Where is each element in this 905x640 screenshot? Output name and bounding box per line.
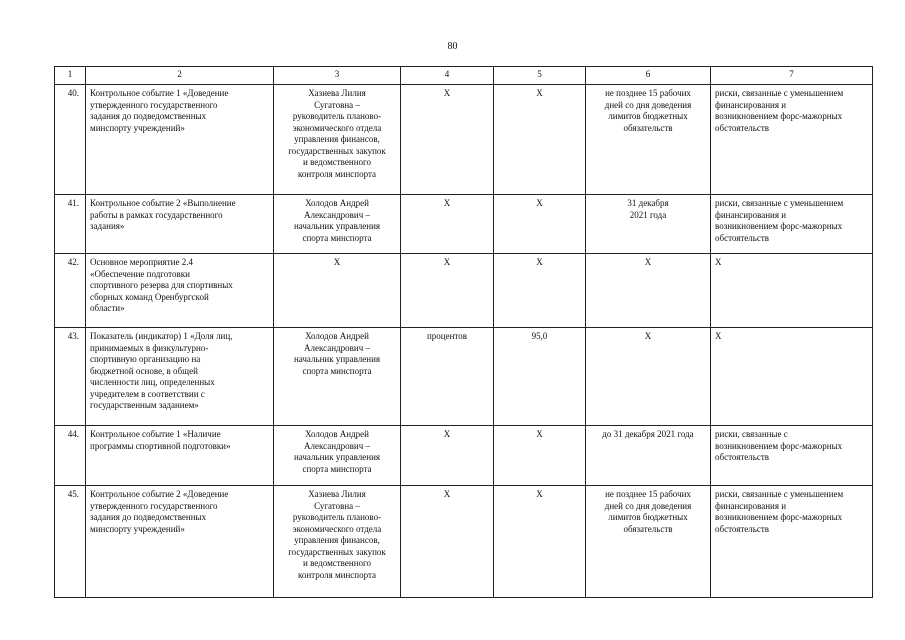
risks-cell	[711, 328, 873, 426]
header-cell-3: 3	[274, 67, 401, 85]
event-name	[86, 328, 274, 426]
unit-cell: Х	[401, 254, 494, 328]
event-name	[86, 195, 274, 254]
table-row	[55, 85, 873, 195]
unit-cell: Х	[401, 426, 494, 486]
responsible-text: Х	[333, 257, 341, 267]
event-name-text: Основное мероприятие 2.4 «Обеспечение подготовки спортивного резерва для спортивных сборных команд Оренбургской области»	[90, 257, 233, 313]
risks-text: Х	[715, 331, 722, 341]
deadline-cell	[586, 85, 711, 195]
risks-cell	[711, 195, 873, 254]
table-row	[55, 328, 873, 426]
risks-text: риски, связанные с уменьшением финансирования и возникновением форс-мажорных обстоятельств	[715, 489, 844, 534]
responsible-person	[274, 254, 401, 328]
risks-text: риски, связанные с возникновением форс-мажорных обстоятельств	[715, 429, 843, 462]
event-name-text: Контрольное событие 2 «Выполнение работы в рамках государственного задания»	[90, 198, 236, 231]
page-number: 80	[447, 41, 458, 52]
deadline-cell	[586, 486, 711, 598]
value-cell: Х	[494, 486, 586, 598]
risks-cell	[711, 85, 873, 195]
unit-cell: процентов	[401, 328, 494, 426]
unit-cell: Х	[401, 195, 494, 254]
deadline-cell	[586, 254, 711, 328]
row-number: 44.	[55, 426, 86, 486]
header-cell-5: 5	[494, 67, 586, 85]
header-cell-6: 6	[586, 67, 711, 85]
responsible-text: Холодов Андрей Александрович – начальник управления спорта минспорта	[293, 429, 381, 474]
event-name-text: Контрольное событие 2 «Доведение утвержденного государственного задания до подведомственных минспорту учреждений»	[90, 489, 229, 534]
responsible-text: Холодов Андрей Александрович – начальник управления спорта минспорта	[293, 331, 381, 376]
risks-text: риски, связанные с уменьшением финансирования и возникновением форс-мажорных обстоятельств	[715, 198, 844, 243]
risks-cell	[711, 426, 873, 486]
row-number: 43.	[55, 328, 86, 426]
table-header-row	[55, 67, 873, 85]
deadline-text: 31 декабря 2021 года	[627, 198, 669, 220]
deadline-text: до 31 декабря 2021 года	[602, 429, 694, 439]
event-name-text: Контрольное событие 1 «Наличие программы спортивной подготовки»	[90, 429, 231, 451]
event-name	[86, 426, 274, 486]
responsible-person	[274, 328, 401, 426]
deadline-cell	[586, 195, 711, 254]
value-cell: Х	[494, 426, 586, 486]
deadline-text: Х	[644, 331, 652, 341]
row-number: 42.	[55, 254, 86, 328]
event-name-text: Контрольное событие 1 «Доведение утвержденного государственного задания до подведомственных минспорту учреждений»	[90, 88, 229, 133]
table-row	[55, 254, 873, 328]
responsible-person	[274, 486, 401, 598]
value-cell: 95,0	[494, 328, 586, 426]
unit-cell: Х	[401, 486, 494, 598]
deadline-text: не позднее 15 рабочих дней со дня доведения лимитов бюджетных обязательств	[604, 88, 692, 133]
deadline-cell	[586, 426, 711, 486]
responsible-text: Хазиева Лилия Сугатовна – руководитель планово- экономического отдела управления финансов, государственных закупок и ведомственного контроля минспорта	[288, 88, 386, 179]
value-cell: Х	[494, 85, 586, 195]
table-row	[55, 195, 873, 254]
value-cell: Х	[494, 195, 586, 254]
table-row	[55, 426, 873, 486]
row-number: 41.	[55, 195, 86, 254]
responsible-text: Хазиева Лилия Сугатовна – руководитель планово- экономического отдела управления финансов, государственных закупок и ведомственного контроля минспорта	[288, 489, 386, 580]
row-number: 45.	[55, 486, 86, 598]
unit-cell: Х	[401, 85, 494, 195]
deadline-text: не позднее 15 рабочих дней со дня доведения лимитов бюджетных обязательств	[604, 489, 692, 534]
header-cell-7: 7	[711, 67, 873, 85]
responsible-person	[274, 85, 401, 195]
event-name	[86, 85, 274, 195]
risks-text: Х	[715, 257, 722, 267]
table-row	[55, 486, 873, 598]
responsible-person	[274, 426, 401, 486]
value-cell: Х	[494, 254, 586, 328]
row-number: 40.	[55, 85, 86, 195]
responsible-person	[274, 195, 401, 254]
event-name	[86, 486, 274, 598]
plan-table	[54, 66, 873, 598]
responsible-text: Холодов Андрей Александрович – начальник управления спорта минспорта	[293, 198, 381, 243]
risks-cell	[711, 486, 873, 598]
deadline-cell	[586, 328, 711, 426]
event-name-text: Показатель (индикатор) 1 «Доля лиц, принимаемых в физкультурно- спортивную организацию на бюджетной основе, в общей численности лиц, определенных учредителем в соответствии с государственным заданием»	[90, 331, 233, 410]
header-cell-1: 1	[55, 67, 86, 85]
risks-text: риски, связанные с уменьшением финансирования и возникновением форс-мажорных обстоятельств	[715, 88, 844, 133]
event-name	[86, 254, 274, 328]
deadline-text: Х	[644, 257, 652, 267]
header-cell-4: 4	[401, 67, 494, 85]
risks-cell	[711, 254, 873, 328]
header-cell-2: 2	[86, 67, 274, 85]
